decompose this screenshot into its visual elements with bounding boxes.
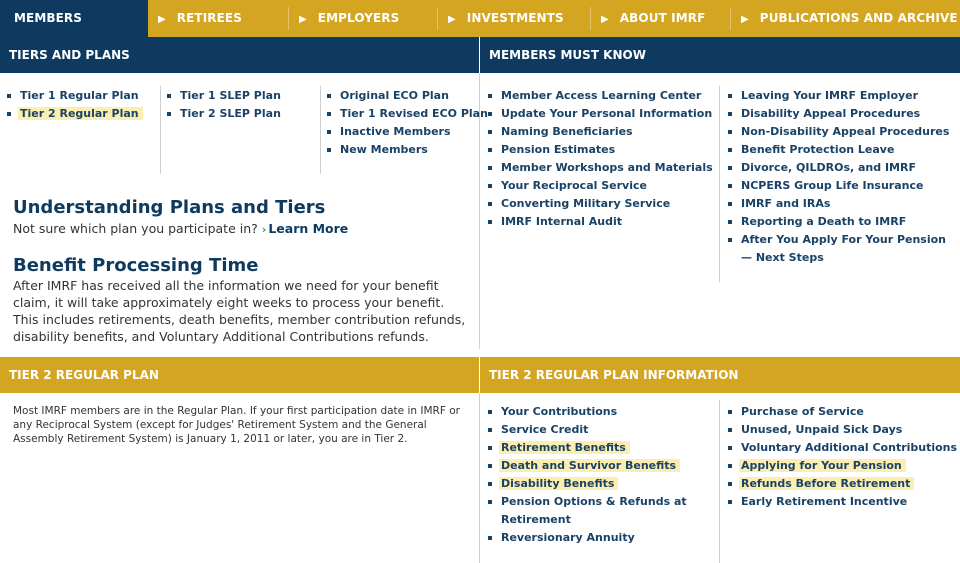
tiers-col1 [6,87,143,123]
nav-about-label: ABOUT IMRF [619,11,706,25]
original-eco-link[interactable]: Original ECO Plan [326,87,488,105]
tier2-info-col2 [727,403,957,511]
must-know-link[interactable]: Member Workshops and Materials [487,159,713,177]
must-know-link[interactable]: Member Access Learning Center [487,87,713,105]
tier2-body: Most IMRF members are in the Regular Plan. If your first participation date in IMRF or any Reciprocal System (except for Judges' Retirement System and the General Assembly Retirement System) is January 1, 2011 or later, you are in Tier 2. [13,405,460,445]
understanding-line [13,220,348,238]
must-know-link[interactable]: Converting Military Service [487,195,713,213]
tier2-info-link[interactable]: Applying for Your Pension [727,457,957,475]
tier1-slep-link[interactable]: Tier 1 SLEP Plan [166,87,281,105]
benefit-title: Benefit Processing Time [13,255,259,276]
nav-members[interactable] [0,0,148,37]
tier2-regular-link[interactable]: Tier 2 Regular Plan [6,105,143,123]
must-know-link[interactable]: Disability Appeal Procedures [727,105,949,123]
must-know-link[interactable]: Pension Estimates [487,141,713,159]
tier2-info-link[interactable]: Death and Survivor Benefits [487,457,687,475]
learn-more-label: Learn More [268,221,349,236]
must-know-link[interactable]: IMRF and IRAs [727,195,949,213]
must-know-link[interactable]: Reporting a Death to IMRF [727,213,949,231]
tier2-info-col1 [487,403,687,547]
nav-employers-label: EMPLOYERS [317,11,400,25]
must-know-link[interactable]: Leaving Your IMRF Employer [727,87,949,105]
tier2-info-link[interactable]: Your Contributions [487,403,687,421]
main-nav [0,0,960,37]
must-know-link[interactable]: IMRF Internal Audit [487,213,713,231]
nav-arrow-icon: ▶ [299,14,307,25]
chevron-right-icon: › [261,223,267,236]
must-know-link[interactable]: Your Reciprocal Service [487,177,713,195]
tier2-header: TIER 2 REGULAR PLAN [0,357,479,393]
tier2-slep-link[interactable]: Tier 2 SLEP Plan [166,105,281,123]
must-know-header: MEMBERS MUST KNOW [480,37,960,73]
tiers-col2 [166,87,281,123]
nav-retirees[interactable] [158,0,242,37]
tiers-col3 [326,87,488,159]
must-know-link[interactable]: Update Your Personal Information [487,105,713,123]
pension-options-link[interactable]: Pension Options & Refunds at Retirement [487,493,687,529]
tier1-regular-link[interactable]: Tier 1 Regular Plan [6,87,143,105]
tier2-info-link[interactable]: Refunds Before Retirement [727,475,957,493]
understanding-title: Understanding Plans and Tiers [13,197,326,218]
nav-about[interactable] [601,0,705,37]
benefit-body: After IMRF has received all the information we need for your benefit claim, it will take approximately eight weeks to process your benefit. This includes retirements, death benefits, member contribution refunds, disability benefits, and Voluntary Additional Contributions refunds. [13,278,466,344]
must-know-link[interactable]: Benefit Protection Leave [727,141,949,159]
must-know-link[interactable]: Divorce, QILDROs, and IMRF [727,159,949,177]
nav-arrow-icon: ▶ [158,14,166,25]
nav-members-label: MEMBERS [14,11,83,25]
understanding-question: Not sure which plan you participate in? [13,221,258,236]
tier1-revised-eco-link[interactable]: Tier 1 Revised ECO Plan [326,105,488,123]
inactive-members-link[interactable]: Inactive Members [326,123,488,141]
tier2-info-link[interactable]: Unused, Unpaid Sick Days [727,421,957,439]
nav-retirees-label: RETIREES [176,11,242,25]
must-know-link[interactable]: Naming Beneficiaries [487,123,713,141]
nav-investments[interactable] [448,0,564,37]
tier2-info-link[interactable]: Retirement Benefits [487,439,687,457]
nav-arrow-icon: ▶ [601,14,609,25]
nav-arrow-icon: ▶ [448,14,456,25]
must-know-link[interactable]: NCPERS Group Life Insurance [727,177,949,195]
tier2-info-header: TIER 2 REGULAR PLAN INFORMATION [480,357,960,393]
reversionary-annuity-link[interactable]: Reversionary Annuity [487,529,687,547]
tier2-info-link[interactable]: Purchase of Service [727,403,957,421]
learn-more-link[interactable] [262,221,349,236]
nav-arrow-icon: ▶ [741,14,749,25]
must-know-col1 [487,87,713,231]
tier2-info-link[interactable]: Early Retirement Incentive [727,493,957,511]
new-members-link[interactable]: New Members [326,141,488,159]
must-know-link[interactable]: Non-Disability Appeal Procedures [727,123,949,141]
tier2-info-link[interactable]: Service Credit [487,421,687,439]
nav-publications-label: PUBLICATIONS AND ARCHIVE [759,11,958,25]
tier2-info-link[interactable]: Voluntary Additional Contributions [727,439,957,457]
nav-investments-label: INVESTMENTS [466,11,564,25]
tier2-info-link[interactable]: Disability Benefits [487,475,687,493]
nav-employers[interactable] [299,0,399,37]
must-know-col2 [727,87,949,267]
after-you-apply-link[interactable]: After You Apply For Your Pension — Next Steps [727,231,949,267]
tiers-header: TIERS AND PLANS [0,37,479,73]
nav-publications[interactable] [741,0,958,37]
